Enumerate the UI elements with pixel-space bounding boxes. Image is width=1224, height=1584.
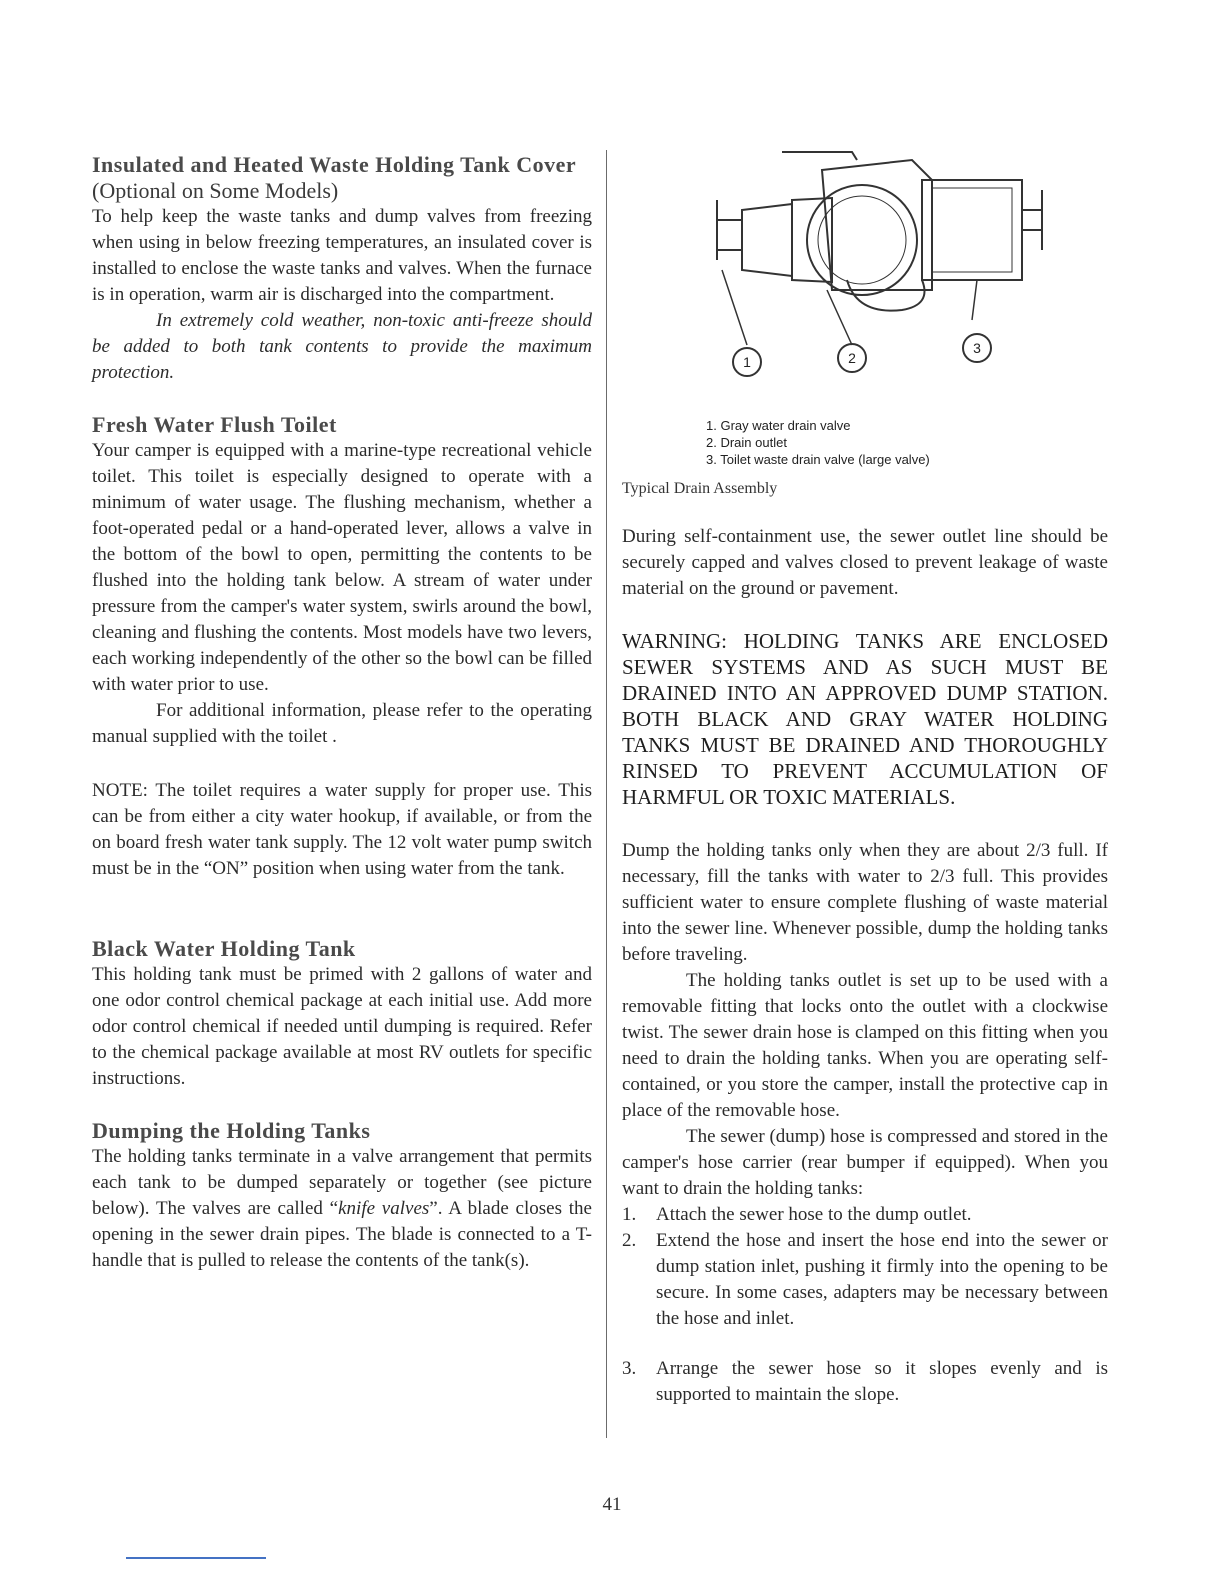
outlet-paragraph: The holding tanks outlet is set up to be used with a removable fitting that locks onto the outlet with a clockwise twist. The sewer drain hose is clamped on this fitting when you need to drain the holding tanks. When you are operating self-contained, or you store the camper, install the protective cap in place of the removable hose. — [622, 970, 1108, 1121]
left-column — [92, 152, 592, 1274]
step-text: Arrange the sewer hose so it slopes evenly and is supported to maintain the slope. — [656, 1358, 1108, 1405]
step-number: 2. — [622, 1230, 637, 1251]
legend-item: 3. Toilet waste drain valve (large valve) — [706, 452, 930, 467]
self-containment-paragraph: During self-containment use, the sewer outlet line should be securely capped and valves closed to prevent leakage of waste material on the ground or pavement. — [622, 526, 1108, 599]
leader-line-1 — [722, 270, 747, 345]
toilet-body-additional: For additional information, please refer to the operating manual supplied with the toilet . — [92, 700, 592, 747]
right-column — [622, 140, 1108, 1408]
dumping-body-b: ”. A blade closes the opening in the sewer drain pipes. The blade is connected to a T-handle that is pulled to release the contents of the tank(s). — [92, 1198, 592, 1271]
column-divider — [606, 150, 607, 1438]
warning-block: WARNING: HOLDING TANKS ARE ENCLOSED SEWER SYSTEMS AND AS SUCH MUST BE DRAINED INTO AN APPROVED DUMP STATION. BOTH BLACK AND GRAY WATER HOLDING TANKS MUST BE DRAINED AND THOROUGHLY RINSED TO PREVENT ACCUMULATION OF HARMFUL OR TOXIC MATERIALS. — [622, 629, 1108, 809]
list-item — [622, 1228, 1108, 1332]
gray-valve-fitting — [742, 204, 792, 276]
callout-number-3: 3 — [973, 340, 981, 356]
page-number: 41 — [602, 1494, 622, 1515]
hose-paragraph: The sewer (dump) hose is compressed and stored in the camper's hose carrier (rear bumper if equipped). When you want to drain the holding tanks: — [622, 1126, 1108, 1199]
step-text: Attach the sewer hose to the dump outlet. — [656, 1204, 972, 1225]
large-valve-inner — [932, 188, 1012, 272]
insulated-section — [92, 152, 592, 386]
figure-caption: Typical Drain Assembly — [622, 480, 778, 497]
toilet-section — [92, 412, 592, 882]
insulated-body: To help keep the waste tanks and dump valves from freezing when using in below freezing temperatures, an insulated cover is installed to enclose the waste tanks and valves. When the furnace is in operation, warm air is discharged into the compartment. — [92, 206, 592, 305]
step-number: 1. — [622, 1204, 637, 1225]
step-number: 3. — [622, 1358, 637, 1379]
insulated-heading-sub: (Optional on Some Models) — [92, 178, 339, 203]
step-text: Extend the hose and insert the hose end into the sewer or dump station inlet, pushing it firmly into the opening to be secure. In some cases, adapters may be necessary between the hose and inlet. — [656, 1230, 1108, 1329]
leader-line-2 — [827, 290, 852, 345]
dumping-body-a: The holding tanks terminate in a valve arrangement that permits each tank to be dumped separately or together (see picture below). The valves are called “ — [92, 1146, 592, 1219]
callout-number-2: 2 — [848, 350, 856, 366]
leader-line-3 — [972, 280, 977, 320]
list-item — [622, 1202, 1108, 1228]
toilet-body: Your camper is equipped with a marine-type recreational vehicle toilet. This toilet is especially designed to operate with a minimum of water usage. The flushing mechanism, whether a foot-operated pedal or a hand-operated lever, allows a valve in the bottom of the bowl to open, permitting the contents to be flushed into the holding tank below. A stream of water under pressure from the camper's water system, swirls around the bowl, cleaning and flushing the contents. Most models have two levers, each working independently of the other so the bowl can be filled with water prior to use. — [92, 440, 592, 695]
toilet-heading: Fresh Water Flush Toilet — [92, 412, 337, 437]
callout-number-1: 1 — [743, 354, 751, 370]
dump-when-paragraph: Dump the holding tanks only when they are about 2/3 full. If necessary, fill the tanks with water to 2/3 full. This provides sufficient water to ensure complete flushing of waste material into the sewer line. Whenever possible, dump the holding tanks before traveling. — [622, 840, 1108, 965]
drain-assembly-figure — [622, 140, 1108, 498]
black-water-section — [92, 936, 592, 1092]
t-handle-left — [717, 200, 742, 260]
drain-assembly-illustration — [642, 140, 1062, 408]
legend-item: 1. Gray water drain valve — [706, 418, 851, 433]
dumping-body — [92, 1144, 592, 1274]
drain-steps-list — [622, 1202, 1108, 1408]
drain-outlet-ring — [807, 185, 917, 295]
t-handle-right — [1022, 190, 1042, 250]
top-pipe-line — [782, 152, 857, 160]
insulated-antifreeze-note: In extremely cold weather, non-toxic anti-freeze should be added to both tank contents to provide the maximum protection. — [92, 310, 592, 383]
dumping-body-knife-valves: knife valves — [338, 1198, 430, 1219]
insulated-heading — [92, 152, 592, 204]
black-water-heading: Black Water Holding Tank — [92, 936, 356, 961]
figure-legend — [706, 417, 1108, 468]
dumping-section — [92, 1118, 592, 1274]
toilet-note: NOTE: The toilet requires a water supply for proper use. This can be from either a city water hookup, if available, or from the on board fresh water tank supply. The 12 volt water pump switch must be in the “ON” position when using water from the tank. — [92, 780, 592, 879]
bottom-rule — [126, 1557, 266, 1559]
insulated-heading-title: Insulated and Heated Waste Holding Tank Cover — [92, 152, 576, 177]
large-valve-body — [922, 180, 1022, 280]
list-item — [622, 1356, 1108, 1408]
legend-item: 2. Drain outlet — [706, 435, 787, 450]
black-water-body: This holding tank must be primed with 2 gallons of water and one odor control chemical package at each initial use. Add more odor control chemical if needed until dumping is required. Refer to the chemical package available at most RV outlets for specific instructions. — [92, 964, 592, 1089]
dumping-heading: Dumping the Holding Tanks — [92, 1118, 371, 1143]
